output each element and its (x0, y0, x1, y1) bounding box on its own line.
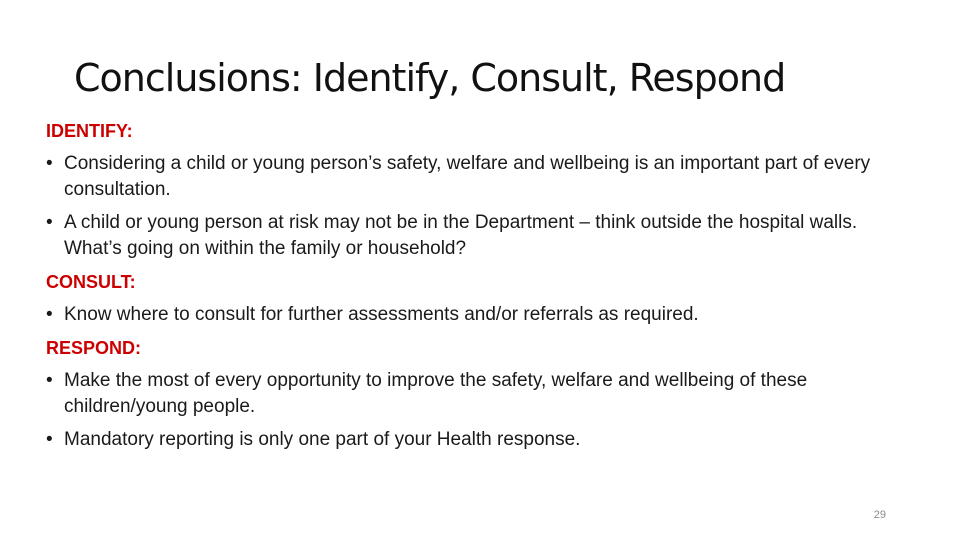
bullet-text: Mandatory reporting is only one part of your Health response. (64, 429, 581, 450)
bullet-text: Know where to consult for further assessments and/or referrals as required. (64, 304, 699, 325)
bullet-dot: • (46, 304, 53, 325)
page-number: 29 (873, 509, 886, 521)
bullet-dot: • (46, 212, 53, 233)
bullet-dot: • (46, 370, 53, 391)
slide-body (46, 118, 876, 460)
bullet-text: A child or young person at risk may not be in the Department – think outside the hospital walls. What’s going on within the family or household? (64, 212, 858, 259)
section-respond (46, 335, 876, 453)
section-consult (46, 269, 876, 328)
bullet-dot: • (46, 153, 53, 174)
bullet-item (46, 210, 876, 262)
section-heading: RESPOND: (46, 338, 142, 358)
bullet-item (46, 151, 876, 203)
section-heading: IDENTIFY: (46, 121, 133, 141)
bullet-item (46, 427, 876, 453)
bullet-text: Considering a child or young person’s safety, welfare and wellbeing is an important part of every consultation. (64, 153, 871, 200)
bullet-text: Make the most of every opportunity to improve the safety, welfare and wellbeing of these children/young people. (64, 370, 808, 417)
section-heading: CONSULT: (46, 272, 136, 292)
slide-title: Conclusions: Identify, Consult, Respond (74, 56, 786, 100)
bullet-dot: • (46, 429, 53, 450)
bullet-item (46, 368, 876, 420)
bullet-item (46, 302, 876, 328)
section-identify (46, 118, 876, 262)
